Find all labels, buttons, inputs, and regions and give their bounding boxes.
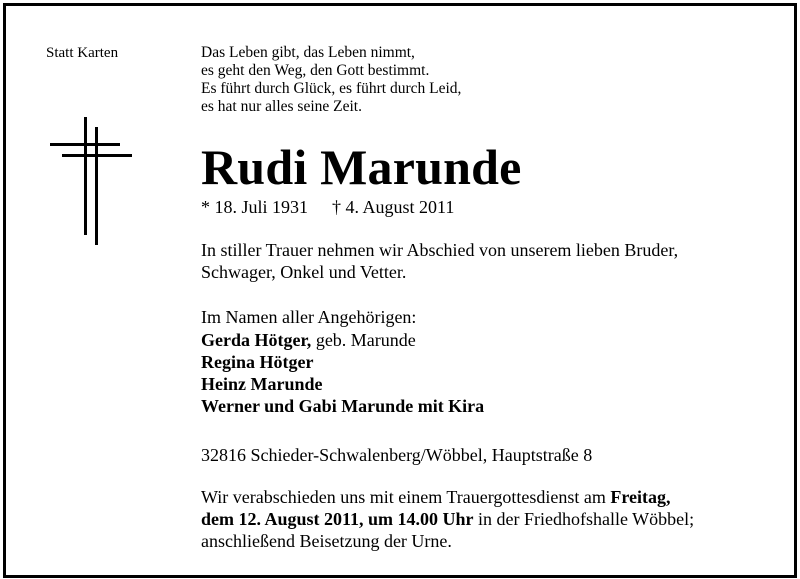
mourners-intro: Im Namen aller Angehörigen:	[201, 307, 417, 327]
service-burial: anschließend Beisetzung der Urne.	[201, 531, 452, 551]
double-cross-icon	[50, 117, 132, 245]
poem	[201, 44, 761, 116]
service-text: Wir verabschieden uns mit einem Trauergottesdienst am	[201, 487, 611, 507]
service-day: Freitag,	[610, 487, 671, 507]
poem-line: es hat nur alles seine Zeit.	[201, 98, 362, 115]
mourning-line: In stiller Trauer nehmen wir Abschied von unserem lieben Bruder,	[201, 240, 679, 260]
deceased-name: Rudi Marunde	[201, 139, 522, 195]
statt-karten-label: Statt Karten	[46, 45, 119, 61]
poem-line: Es führt durch Glück, es führt durch Leid,	[201, 80, 462, 97]
birth-date: * 18. Juli 1931	[201, 197, 309, 217]
mourner-entry	[201, 351, 484, 373]
mourner-entry	[201, 373, 484, 395]
service-line	[201, 530, 694, 552]
mourner-name: Werner und Gabi Marunde mit Kira	[201, 396, 485, 416]
death-date: † 4. August 2011	[332, 197, 455, 217]
service-location: in der Friedhofshalle Wöbbel;	[473, 509, 695, 529]
mourner-name: Heinz Marunde	[201, 374, 323, 394]
life-dates	[201, 196, 454, 218]
service-line	[201, 486, 694, 508]
mourner-name: Regina Hötger	[201, 352, 314, 372]
service-line	[201, 508, 694, 530]
mourners-list	[201, 329, 484, 417]
mourner-name: Gerda Hötger,	[201, 330, 312, 350]
poem-line: Das Leben gibt, das Leben nimmt,	[201, 44, 415, 61]
mourner-note: geb. Marunde	[311, 330, 416, 350]
service-datetime: dem 12. August 2011, um 14.00 Uhr	[201, 509, 474, 529]
obituary-notice	[3, 3, 797, 578]
mourning-statement	[201, 239, 791, 283]
mourning-line: Schwager, Onkel und Vetter.	[201, 262, 407, 282]
poem-line: es geht den Weg, den Gott bestimmt.	[201, 62, 430, 79]
address: 32816 Schieder-Schwalenberg/Wöbbel, Hauptstraße 8	[201, 445, 593, 465]
service-info	[201, 486, 694, 552]
mourner-entry	[201, 395, 484, 417]
mourner-entry	[201, 329, 484, 351]
